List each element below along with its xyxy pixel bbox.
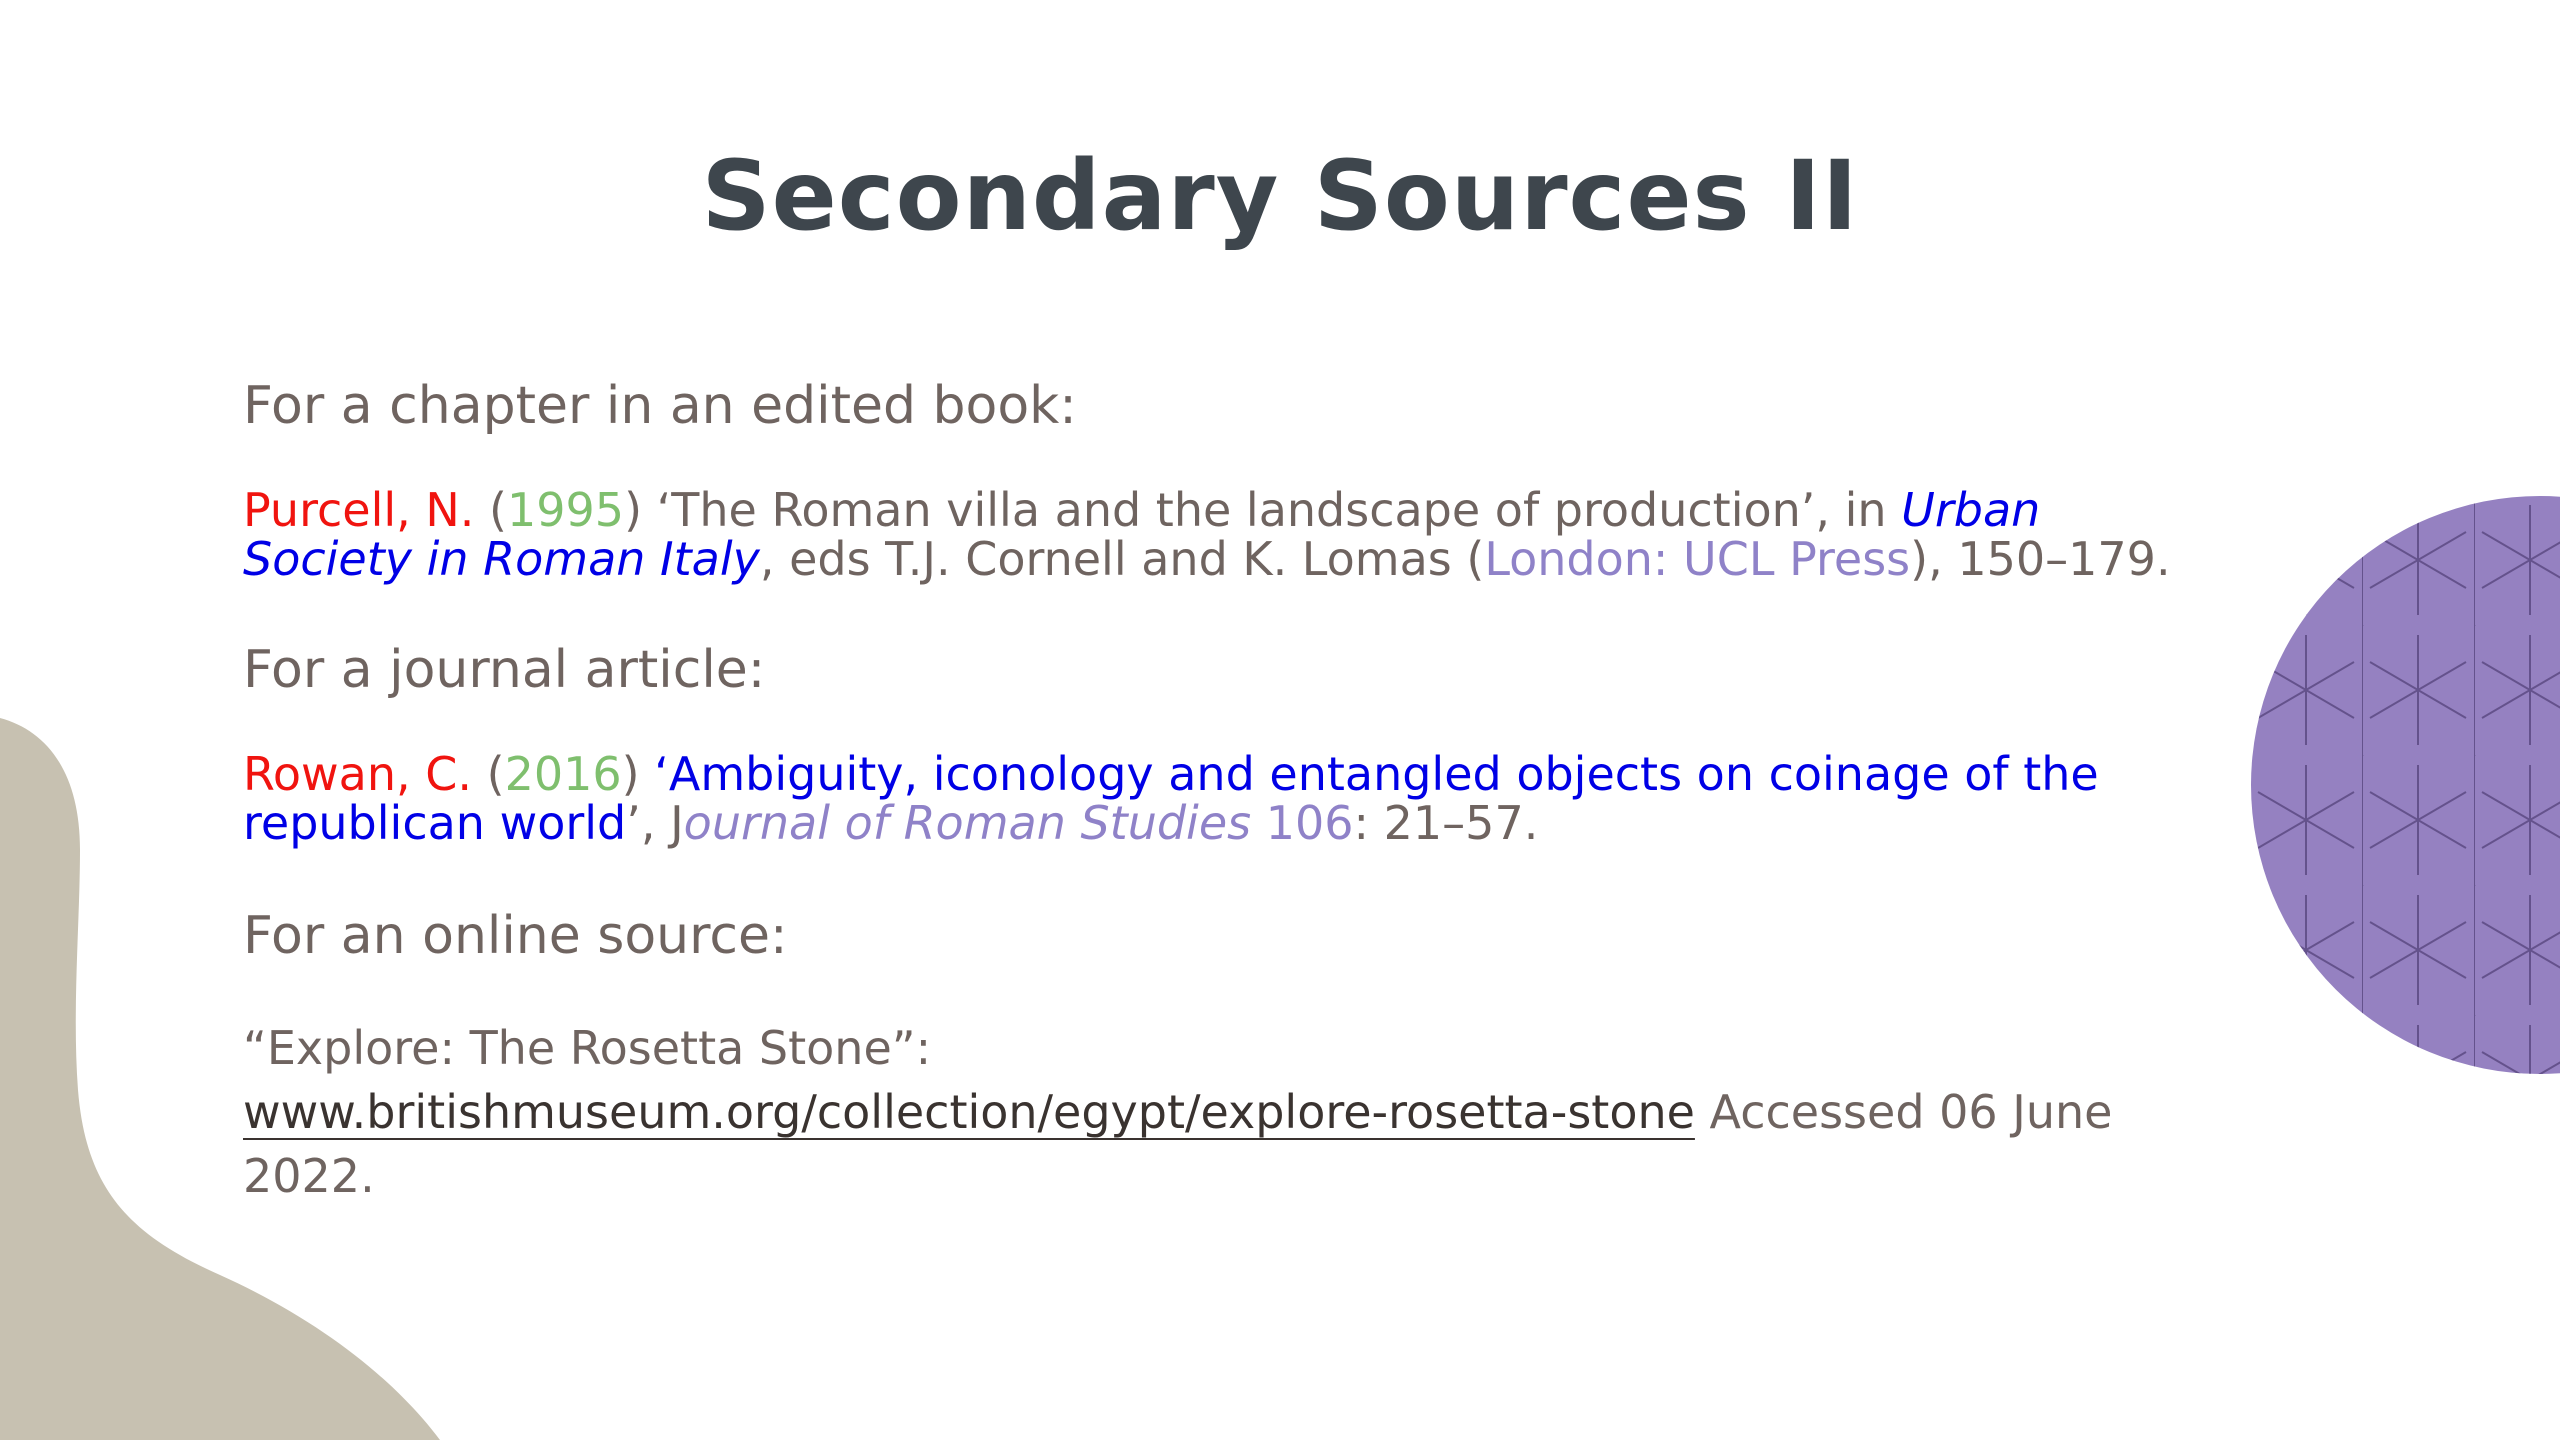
chapter-publisher: London: UCL Press bbox=[1484, 532, 1911, 586]
chapter-editors: , eds T.J. Cornell and K. Lomas ( bbox=[759, 532, 1485, 586]
chapter-pages: ), 150–179. bbox=[1910, 532, 2171, 586]
reference-chapter bbox=[243, 483, 2193, 586]
journal-name: ournal of Roman Studies bbox=[683, 796, 1252, 850]
decorative-pattern-circle bbox=[2250, 495, 2560, 1075]
heading-journal: For a journal article: bbox=[243, 640, 766, 700]
chapter-paren-open: ( bbox=[474, 483, 507, 537]
journal-volume: 106 bbox=[1251, 796, 1354, 850]
references-content bbox=[243, 370, 2243, 1208]
chapter-book-title: Urban Society in Roman Italy bbox=[243, 483, 2041, 586]
journal-quote-close: ’, J bbox=[626, 796, 684, 850]
online-source-url-link[interactable]: www.britishmuseum.org/collection/egypt/explore-rosetta-stone bbox=[243, 1085, 1695, 1139]
slide-title: Secondary Sources II bbox=[701, 140, 1859, 252]
online-source-title: “Explore: The Rosetta Stone”: bbox=[243, 1021, 932, 1075]
journal-pages: : 21–57. bbox=[1353, 796, 1539, 850]
journal-paren-open: ( bbox=[472, 747, 505, 801]
journal-paren-close: ) bbox=[621, 747, 655, 801]
chapter-article-title: ‘The Roman villa and the landscape of production’, in bbox=[656, 483, 1902, 537]
journal-year: 2016 bbox=[504, 747, 622, 801]
chapter-year: 1995 bbox=[507, 483, 625, 537]
journal-article-title: Ambiguity, iconology and entangled objects on coinage of the republican world bbox=[243, 747, 2099, 850]
heading-online: For an online source: bbox=[243, 906, 788, 966]
chapter-author: Purcell, N. bbox=[243, 483, 475, 537]
journal-author: Rowan, C. bbox=[243, 747, 472, 801]
online-accessed-date: Accessed 06 June 2022. bbox=[243, 1085, 2113, 1203]
chapter-paren-close: ) bbox=[624, 483, 657, 537]
reference-online bbox=[243, 1016, 2193, 1208]
heading-chapter: For a chapter in an edited book: bbox=[243, 376, 1077, 436]
journal-quote-open: ‘ bbox=[654, 747, 669, 801]
reference-journal bbox=[243, 747, 2193, 850]
